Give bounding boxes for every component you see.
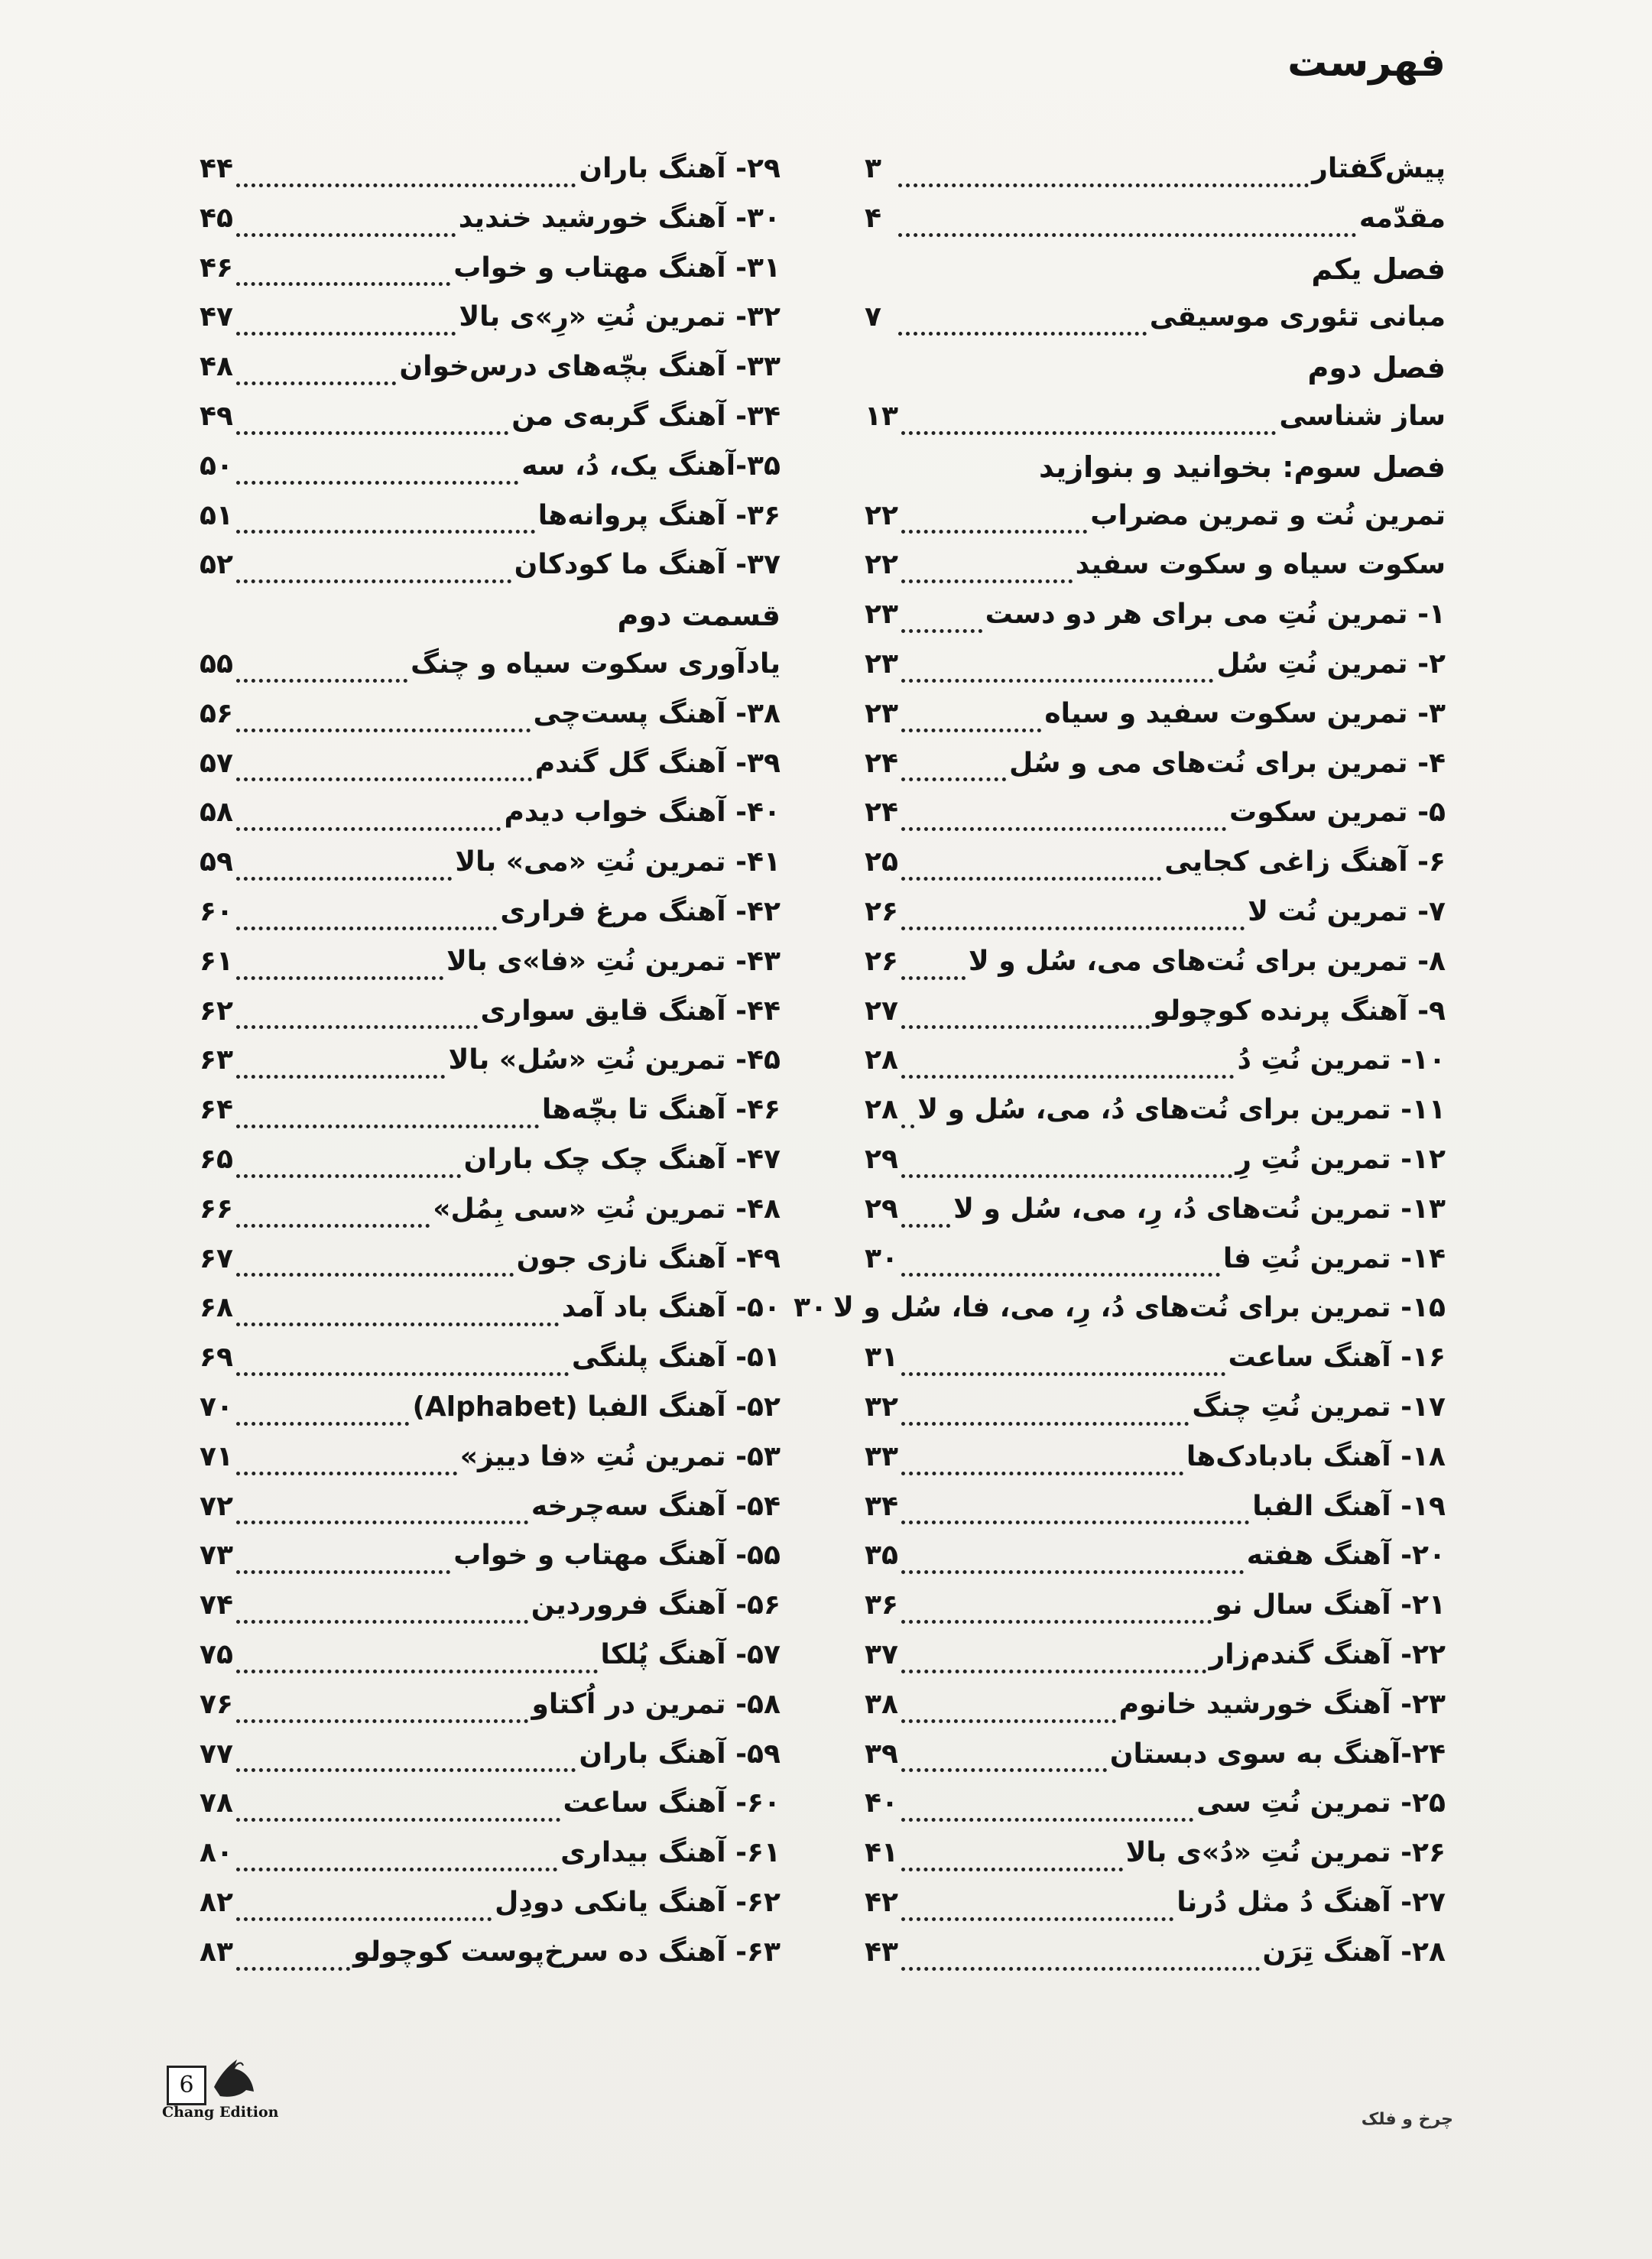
dot-leader bbox=[236, 1521, 528, 1524]
toc-entry-page: ۴۰ bbox=[865, 1787, 898, 1819]
dot-leader bbox=[901, 1570, 1244, 1574]
toc-entry bbox=[200, 153, 781, 203]
toc-entry-page: ۳۷ bbox=[865, 1638, 898, 1670]
dot-leader bbox=[236, 579, 511, 583]
toc-entry-page: ۵۹ bbox=[200, 846, 233, 878]
toc-entry-page: ۵۰ bbox=[200, 450, 233, 482]
toc-entry-page: ۴۹ bbox=[200, 400, 233, 432]
toc-section-heading bbox=[865, 450, 1446, 500]
dot-leader bbox=[236, 1125, 539, 1128]
dot-leader bbox=[236, 1075, 446, 1079]
toc-entry-label: ۳۰- آهنگ خورشید خندید bbox=[458, 202, 781, 234]
toc-entry-page: ۲۶ bbox=[865, 945, 898, 977]
toc-entry-page: ۳۴ bbox=[865, 1490, 898, 1522]
toc-entry-label: ۴۲- آهنگ مرغ فراری bbox=[500, 895, 781, 927]
toc-entry-label: ۴۵- تمرین نُتِ «سُل» بالا bbox=[448, 1044, 781, 1076]
toc-entry-page: ۴۳ bbox=[865, 1936, 898, 1968]
toc-entry-page: ۳۵ bbox=[865, 1540, 898, 1572]
toc-entry-label: پیش‌گفتار bbox=[1312, 153, 1446, 184]
toc-entry-label: ۱۶- آهنگ ساعت bbox=[1228, 1342, 1446, 1374]
dot-leader bbox=[236, 1768, 576, 1772]
dot-leader bbox=[901, 827, 1226, 831]
toc-entry-page: ۶۷ bbox=[200, 1242, 233, 1274]
toc-entry bbox=[865, 846, 1446, 896]
toc-entry-label: مبانی تئوری موسیقی bbox=[1149, 301, 1446, 333]
toc-entry-page: ۲۹ bbox=[865, 1143, 898, 1175]
toc-entry-page: ۷ bbox=[865, 301, 881, 333]
dot-leader bbox=[901, 431, 1276, 435]
toc-entry-label: ۱۲- تمرین نُتِ رِ bbox=[1235, 1143, 1446, 1175]
toc-entry bbox=[200, 1243, 781, 1293]
toc-entry-label: فصل دوم bbox=[1307, 351, 1446, 385]
toc-entry-label: ۵۲- آهنگ الفبا (Alphabet) bbox=[412, 1391, 781, 1423]
toc-entry bbox=[865, 1044, 1446, 1094]
toc-entry-label: ۴۹- آهنگ نازی جون bbox=[516, 1242, 781, 1274]
page-number-box: 6 bbox=[167, 2066, 206, 2105]
toc-entry bbox=[200, 1837, 781, 1887]
toc-entry bbox=[200, 1639, 781, 1689]
toc-entry-label: ۲۱- آهنگ سال نو bbox=[1215, 1589, 1446, 1621]
toc-entry-label: سکوت سیاه و سکوت سفید bbox=[1075, 549, 1446, 581]
toc-entry-label: ۲- تمرین نُتِ سُل bbox=[1216, 648, 1446, 680]
toc-section-heading bbox=[865, 252, 1446, 302]
toc-entry-page: ۶۱ bbox=[200, 945, 233, 977]
toc-entry-label: ۵۰- آهنگ باد آمد bbox=[561, 1292, 781, 1324]
toc-entry-page: ۵۶ bbox=[200, 697, 233, 729]
toc-entry-label: ۶۲- آهنگ یانکی دودِل bbox=[495, 1886, 781, 1918]
toc-entry-label: ۲۸- آهنگ تِرَن bbox=[1262, 1936, 1446, 1968]
toc-section-heading bbox=[865, 351, 1446, 401]
toc-entry-page: ۵۲ bbox=[200, 549, 233, 581]
dot-leader bbox=[236, 1917, 492, 1921]
toc-entry bbox=[865, 500, 1446, 550]
toc-entry bbox=[200, 748, 781, 797]
toc-entry-label: ۲۷- آهنگ دُ مثل دُرنا bbox=[1177, 1886, 1446, 1918]
toc-entry-page: ۶۹ bbox=[200, 1342, 233, 1374]
dot-leader bbox=[901, 1670, 1206, 1673]
dot-leader bbox=[898, 233, 1356, 237]
toc-entry-page: ۵۸ bbox=[200, 797, 233, 829]
toc-entry-label: ۱۵- تمرین برای نُت‌های دُ، رِ، می، فا، سُل و لا bbox=[833, 1292, 1446, 1324]
dot-leader bbox=[236, 1273, 514, 1277]
dot-leader bbox=[901, 976, 966, 980]
toc-entry bbox=[865, 1193, 1446, 1243]
dot-leader bbox=[236, 729, 531, 732]
dot-leader bbox=[901, 1472, 1183, 1475]
dot-leader bbox=[236, 183, 576, 187]
toc-entry-label: ۱۷- تمرین نُتِ چنگ bbox=[1192, 1391, 1446, 1423]
toc-entry bbox=[865, 401, 1446, 450]
toc-entry-label: ۳۸- آهنگ پست‌چی bbox=[533, 697, 781, 729]
dot-leader bbox=[901, 1967, 1260, 1971]
toc-entry bbox=[200, 1441, 781, 1491]
dot-leader bbox=[236, 233, 456, 237]
toc-entry bbox=[865, 1094, 1446, 1144]
toc-entry-page: ۳۶ bbox=[865, 1589, 898, 1621]
dot-leader bbox=[236, 679, 407, 683]
toc-entry-page: ۶۶ bbox=[200, 1193, 233, 1225]
toc-entry-label: ۲۵- تمرین نُتِ سی bbox=[1196, 1787, 1446, 1819]
toc-entry-page: ۶۸ bbox=[200, 1292, 233, 1324]
toc-entry-label: ۵- تمرین سکوت bbox=[1228, 797, 1446, 829]
dot-leader bbox=[236, 1818, 560, 1822]
dot-leader bbox=[236, 431, 508, 435]
toc-entry bbox=[200, 698, 781, 748]
toc-entry-page: ۲۳ bbox=[865, 599, 898, 631]
toc-entry-page: ۸۰ bbox=[200, 1837, 233, 1869]
toc-entry bbox=[865, 1589, 1446, 1639]
toc-entry-label: یادآوری سکوت سیاه و چنگ bbox=[411, 648, 781, 680]
toc-entry-label: ۱۱- تمرین برای نُت‌های دُ، می، سُل و لا bbox=[917, 1094, 1446, 1126]
toc-entry bbox=[865, 896, 1446, 946]
toc-entry bbox=[865, 1887, 1446, 1936]
toc-entry bbox=[200, 351, 781, 401]
dot-leader bbox=[236, 381, 396, 385]
toc-entry-page: ۷۴ bbox=[200, 1589, 233, 1621]
toc-entry-label: قسمت دوم bbox=[617, 599, 781, 633]
toc-entry-page: ۴۶ bbox=[200, 252, 233, 284]
toc-entry-label: ۵۱- آهنگ پلنگی bbox=[571, 1342, 781, 1374]
toc-entry bbox=[200, 1391, 781, 1441]
toc-entry bbox=[200, 1589, 781, 1639]
toc-entry-label: ۳۴- آهنگ گربه‌ی من bbox=[511, 400, 781, 432]
toc-entry-label: ۴۰- آهنگ خواب دیدم bbox=[504, 797, 781, 829]
dot-leader bbox=[898, 183, 1309, 187]
toc-entry bbox=[865, 1689, 1446, 1738]
toc-entry-page: ۷۲ bbox=[200, 1490, 233, 1522]
toc-entry bbox=[200, 1144, 781, 1193]
toc-entry-label: ۲۰- آهنگ هفته bbox=[1246, 1540, 1446, 1572]
toc-entry bbox=[865, 1936, 1446, 1986]
toc-entry-label: ۶۰- آهنگ ساعت bbox=[563, 1787, 781, 1819]
toc-entry bbox=[200, 301, 781, 351]
toc-entry-page: ۴۷ bbox=[200, 301, 233, 333]
toc-entry bbox=[200, 797, 781, 846]
toc-entry-label: ۳۷- آهنگ ما کودکان bbox=[514, 549, 781, 581]
toc-entry-page: ۴۸ bbox=[200, 351, 233, 383]
toc-entry-page: ۲۲ bbox=[865, 499, 898, 531]
toc-entry-label: ۱۰- تمرین نُتِ دُ bbox=[1237, 1044, 1446, 1076]
dot-leader bbox=[236, 827, 501, 831]
toc-entry-label: ۸- تمرین برای نُت‌های می، سُل و لا bbox=[968, 945, 1446, 977]
toc-entry-page: ۲۲ bbox=[865, 549, 898, 581]
toc-section-heading bbox=[200, 599, 781, 648]
publisher-label: Chang Edition bbox=[162, 2104, 279, 2121]
dot-leader bbox=[236, 481, 518, 485]
toc-entry-page: ۲۹ bbox=[865, 1193, 898, 1225]
toc-entry-page: ۴۱ bbox=[865, 1837, 898, 1869]
toc-entry-page: ۳ bbox=[865, 153, 881, 184]
toc-entry bbox=[865, 1787, 1446, 1837]
dot-leader bbox=[901, 1174, 1232, 1178]
toc-entry-page: ۲۴ bbox=[865, 797, 898, 829]
toc-entry-page: ۵۱ bbox=[200, 499, 233, 531]
toc-entry-label: ۴۷- آهنگ چک چک باران bbox=[463, 1143, 781, 1175]
toc-entry bbox=[865, 549, 1446, 599]
toc-entry bbox=[865, 1391, 1446, 1441]
dot-leader bbox=[236, 282, 450, 286]
toc-entry-label: ۵۴- آهنگ سه‌چرخه bbox=[531, 1490, 781, 1522]
toc-entry-label: ۵۳- تمرین نُتِ «فا دییز» bbox=[459, 1440, 781, 1472]
toc-entry-label: ۲۶- تمرین نُتِ «دُ»ی بالا bbox=[1125, 1837, 1446, 1869]
toc-entry-label: ۳۶- آهنگ پروانه‌ها bbox=[537, 499, 781, 531]
toc-entry bbox=[865, 748, 1446, 797]
toc-entry-page: ۲۴ bbox=[865, 747, 898, 779]
toc-entry bbox=[200, 1540, 781, 1589]
toc-entry-label: ۶۳- آهنگ ده سرخ‌پوست کوچولو bbox=[352, 1936, 781, 1968]
dot-leader bbox=[901, 1818, 1193, 1822]
toc-entry bbox=[865, 698, 1446, 748]
toc-entry bbox=[200, 896, 781, 946]
toc-entry-page: ۷۷ bbox=[200, 1738, 233, 1770]
toc-entry-label: ۱۳- تمرین نُت‌های دُ، رِ، می، سُل و لا bbox=[953, 1193, 1446, 1225]
series-label: چرخ و فلک bbox=[1361, 2110, 1453, 2129]
dot-leader bbox=[901, 1224, 950, 1228]
toc-entry bbox=[865, 648, 1446, 698]
toc-entry bbox=[865, 946, 1446, 995]
toc-entry-label: ۵۶- آهنگ فروردین bbox=[531, 1589, 781, 1621]
toc-entry-page: ۲۸ bbox=[865, 1044, 898, 1076]
dot-leader bbox=[236, 1570, 450, 1574]
toc-entry bbox=[865, 1491, 1446, 1540]
dot-leader bbox=[901, 530, 1087, 534]
toc-entry bbox=[200, 203, 781, 252]
toc-entry bbox=[200, 1689, 781, 1738]
dot-leader bbox=[236, 1967, 350, 1971]
toc-entry bbox=[200, 1292, 781, 1342]
toc-entry-page: ۷۸ bbox=[200, 1787, 233, 1819]
toc-entry-page: ۳۰ bbox=[794, 1292, 828, 1324]
toc-entry bbox=[200, 1787, 781, 1837]
dot-leader bbox=[901, 1372, 1225, 1376]
toc-entry bbox=[865, 1441, 1446, 1491]
toc-entry-label: ساز شناسی bbox=[1279, 400, 1446, 432]
toc-entry bbox=[200, 1342, 781, 1391]
toc-column-right bbox=[794, 153, 1446, 1985]
dot-leader bbox=[898, 332, 1147, 336]
dot-leader bbox=[236, 777, 532, 781]
toc-entry-label: ۳۹- آهنگ گل گندم bbox=[534, 747, 781, 779]
toc-entry bbox=[865, 995, 1446, 1045]
dot-leader bbox=[901, 579, 1073, 583]
toc-entry-page: ۴۴ bbox=[200, 153, 233, 184]
toc-entry-label: ۵۸- تمرین در اُکتاو bbox=[531, 1688, 781, 1720]
toc-entry bbox=[200, 500, 781, 550]
toc-entry bbox=[794, 1292, 1446, 1342]
toc-entry bbox=[200, 1887, 781, 1936]
toc-entry bbox=[865, 1738, 1446, 1788]
toc-entry-page: ۷۱ bbox=[200, 1440, 233, 1472]
toc-entry-label: ۱۴- تمرین نُتِ فا bbox=[1222, 1242, 1446, 1274]
toc-entry-label: ۶۱- آهنگ بیداری bbox=[560, 1837, 781, 1869]
toc-entry-page: ۷۳ bbox=[200, 1540, 233, 1572]
toc-entry-label: ۶- آهنگ زاغی کجایی bbox=[1164, 846, 1446, 878]
toc-entry-page: ۶۲ bbox=[200, 995, 233, 1027]
dot-leader bbox=[236, 1372, 569, 1376]
dot-leader bbox=[901, 1868, 1123, 1871]
toc-entry bbox=[865, 1342, 1446, 1391]
dot-leader bbox=[236, 1422, 410, 1426]
toc-entry-page: ۶۳ bbox=[200, 1044, 233, 1076]
toc-entry bbox=[200, 549, 781, 599]
dot-leader bbox=[901, 1025, 1150, 1029]
toc-entry bbox=[865, 203, 1446, 252]
dot-leader bbox=[236, 976, 443, 980]
toc-entry bbox=[865, 1243, 1446, 1293]
toc-entry-page: ۳۲ bbox=[865, 1391, 898, 1423]
dot-leader bbox=[901, 777, 1006, 781]
toc-entry bbox=[200, 1936, 781, 1986]
dot-leader bbox=[901, 629, 982, 633]
toc-entry-label: ۴۶- آهنگ تا بچّه‌ها bbox=[541, 1094, 781, 1126]
toc-entry-label: ۵۹- آهنگ باران bbox=[579, 1738, 781, 1770]
toc-entry bbox=[200, 946, 781, 995]
toc-entry-label: ۹- آهنگ پرنده کوچولو bbox=[1153, 995, 1446, 1027]
dot-leader bbox=[901, 1075, 1234, 1079]
toc-entry-page: ۳۸ bbox=[865, 1688, 898, 1720]
toc-entry bbox=[200, 1738, 781, 1788]
toc-entry-page: ۳۰ bbox=[865, 1242, 898, 1274]
toc-entry bbox=[200, 846, 781, 896]
dot-leader bbox=[901, 927, 1245, 930]
toc-entry bbox=[200, 1491, 781, 1540]
dot-leader bbox=[236, 1025, 478, 1029]
toc-entry bbox=[865, 1837, 1446, 1887]
toc-entry-page: ۲۳ bbox=[865, 697, 898, 729]
toc-entry-page: ۸۳ bbox=[200, 1936, 233, 1968]
toc-entry-label: ۱- تمرین نُتِ می برای هر دو دست bbox=[985, 599, 1446, 631]
toc-entry-page: ۴۲ bbox=[865, 1886, 898, 1918]
toc-entry bbox=[200, 252, 781, 302]
dot-leader bbox=[236, 1670, 598, 1673]
dot-leader bbox=[901, 1768, 1107, 1772]
toc-entry-page: ۲۳ bbox=[865, 648, 898, 680]
toc-entry-label: ۳۱- آهنگ مهتاب و خواب bbox=[453, 252, 781, 284]
dot-leader bbox=[236, 1719, 529, 1723]
dot-leader bbox=[236, 877, 452, 881]
toc-entry-page: ۷۵ bbox=[200, 1638, 233, 1670]
toc-entry-label: ۳۳- آهنگ بچّه‌های درس‌خوان bbox=[399, 351, 781, 383]
toc-entry bbox=[200, 995, 781, 1045]
toc-entry-label: ۱۹- آهنگ الفبا bbox=[1252, 1490, 1446, 1522]
toc-entry-page: ۵۵ bbox=[200, 648, 233, 680]
toc-entry-label: ۵۷- آهنگ پُلکا bbox=[600, 1638, 781, 1670]
toc-entry-label: فصل یکم bbox=[1311, 252, 1446, 286]
toc-entry-label: ۴- تمرین برای نُت‌های می و سُل bbox=[1008, 747, 1446, 779]
toc-entry-page: ۴ bbox=[865, 202, 881, 234]
toc-entry-page: ۲۶ bbox=[865, 895, 898, 927]
toc-entry-label: فصل سوم: بخوانید و بنوازید bbox=[1039, 450, 1446, 484]
toc-entry-label: ۲۹- آهنگ باران bbox=[579, 153, 781, 184]
dot-leader bbox=[236, 1620, 528, 1624]
toc-column-left bbox=[200, 153, 781, 1985]
toc-entry-label: ۱۸- آهنگ بادبادک‌ها bbox=[1186, 1440, 1446, 1472]
dot-leader bbox=[236, 332, 456, 336]
toc-entry-label: ۳- تمرین سکوت سفید و سیاه bbox=[1044, 697, 1446, 729]
toc-entry-page: ۲۷ bbox=[865, 995, 898, 1027]
toc-entry-label: ۳۵-آهنگ یک، دُ، سه bbox=[521, 450, 781, 482]
toc-entry-page: ۶۵ bbox=[200, 1143, 233, 1175]
toc-entry bbox=[865, 1144, 1446, 1193]
toc-entry-label: ۲۴-آهنگ به سوی دبستان bbox=[1109, 1738, 1446, 1770]
dot-leader bbox=[901, 729, 1041, 732]
dot-leader bbox=[901, 1273, 1220, 1277]
toc-entry-page: ۲۵ bbox=[865, 846, 898, 878]
dot-leader bbox=[901, 679, 1213, 683]
toc-entry-label: مقدّمه bbox=[1358, 202, 1446, 234]
toc-entry-page: ۶۰ bbox=[200, 895, 233, 927]
toc-entry-page: ۳۳ bbox=[865, 1440, 898, 1472]
toc-entry-page: ۷۰ bbox=[200, 1391, 233, 1423]
dot-leader bbox=[236, 1323, 559, 1326]
dot-leader bbox=[901, 1719, 1116, 1723]
toc-entry-page: ۳۹ bbox=[865, 1738, 898, 1770]
toc-entry-label: ۴۸- تمرین نُتِ «سی بِمُل» bbox=[433, 1193, 781, 1225]
toc-entry bbox=[200, 1044, 781, 1094]
toc-entry-label: ۷- تمرین نُت لا bbox=[1248, 895, 1446, 927]
toc-entry-label: ۲۳- آهنگ خورشید خانوم bbox=[1118, 1688, 1446, 1720]
dot-leader bbox=[236, 1868, 557, 1871]
toc-entry bbox=[865, 1639, 1446, 1689]
toc-entry-label: تمرین نُت و تمرین مضراب bbox=[1090, 499, 1446, 531]
dot-leader bbox=[236, 927, 497, 930]
toc-entry bbox=[865, 1540, 1446, 1589]
toc-entry bbox=[200, 401, 781, 450]
toc-entry-label: ۴۱- تمرین نُتِ «می» بالا bbox=[455, 846, 781, 878]
dot-leader bbox=[901, 1620, 1212, 1624]
toc-entry bbox=[200, 1094, 781, 1144]
toc-entry-label: ۲۲- آهنگ گندم‌زار bbox=[1209, 1638, 1446, 1670]
toc-entry bbox=[200, 648, 781, 698]
toc-entry bbox=[865, 153, 1446, 203]
dot-leader bbox=[901, 1917, 1173, 1921]
dot-leader bbox=[236, 1472, 457, 1475]
dot-leader bbox=[236, 1224, 430, 1228]
page-title: فهرست bbox=[1287, 40, 1446, 86]
toc-entry-label: ۴۴- آهنگ قایق سواری bbox=[480, 995, 781, 1027]
dot-leader bbox=[901, 1521, 1249, 1524]
toc-entry bbox=[865, 599, 1446, 648]
toc-entry-page: ۴۵ bbox=[200, 202, 233, 234]
dot-leader bbox=[236, 530, 535, 534]
toc-entry-page: ۵۷ bbox=[200, 747, 233, 779]
dot-leader bbox=[901, 1125, 914, 1128]
toc-entry-page: ۸۲ bbox=[200, 1886, 233, 1918]
toc-entry bbox=[865, 301, 1446, 351]
toc-entry bbox=[200, 1193, 781, 1243]
toc-entry-page: ۳۱ bbox=[865, 1342, 898, 1374]
toc-entry-page: ۱۳ bbox=[865, 400, 898, 432]
toc-entry bbox=[865, 797, 1446, 846]
toc-entry-label: ۴۳- تمرین نُتِ «فا»ی بالا bbox=[446, 945, 781, 977]
dot-leader bbox=[236, 1174, 461, 1178]
dot-leader bbox=[901, 877, 1161, 881]
toc-entry-page: ۲۸ bbox=[865, 1094, 898, 1126]
toc-entry-page: ۶۴ bbox=[200, 1094, 233, 1126]
toc-entry-page: ۷۶ bbox=[200, 1688, 233, 1720]
toc-entry bbox=[200, 450, 781, 500]
toc-entry-label: ۵۵- آهنگ مهتاب و خواب bbox=[453, 1540, 781, 1572]
dot-leader bbox=[901, 1422, 1189, 1426]
toc-entry-label: ۳۲- تمرین نُتِ «رِ»ی بالا bbox=[459, 301, 781, 333]
